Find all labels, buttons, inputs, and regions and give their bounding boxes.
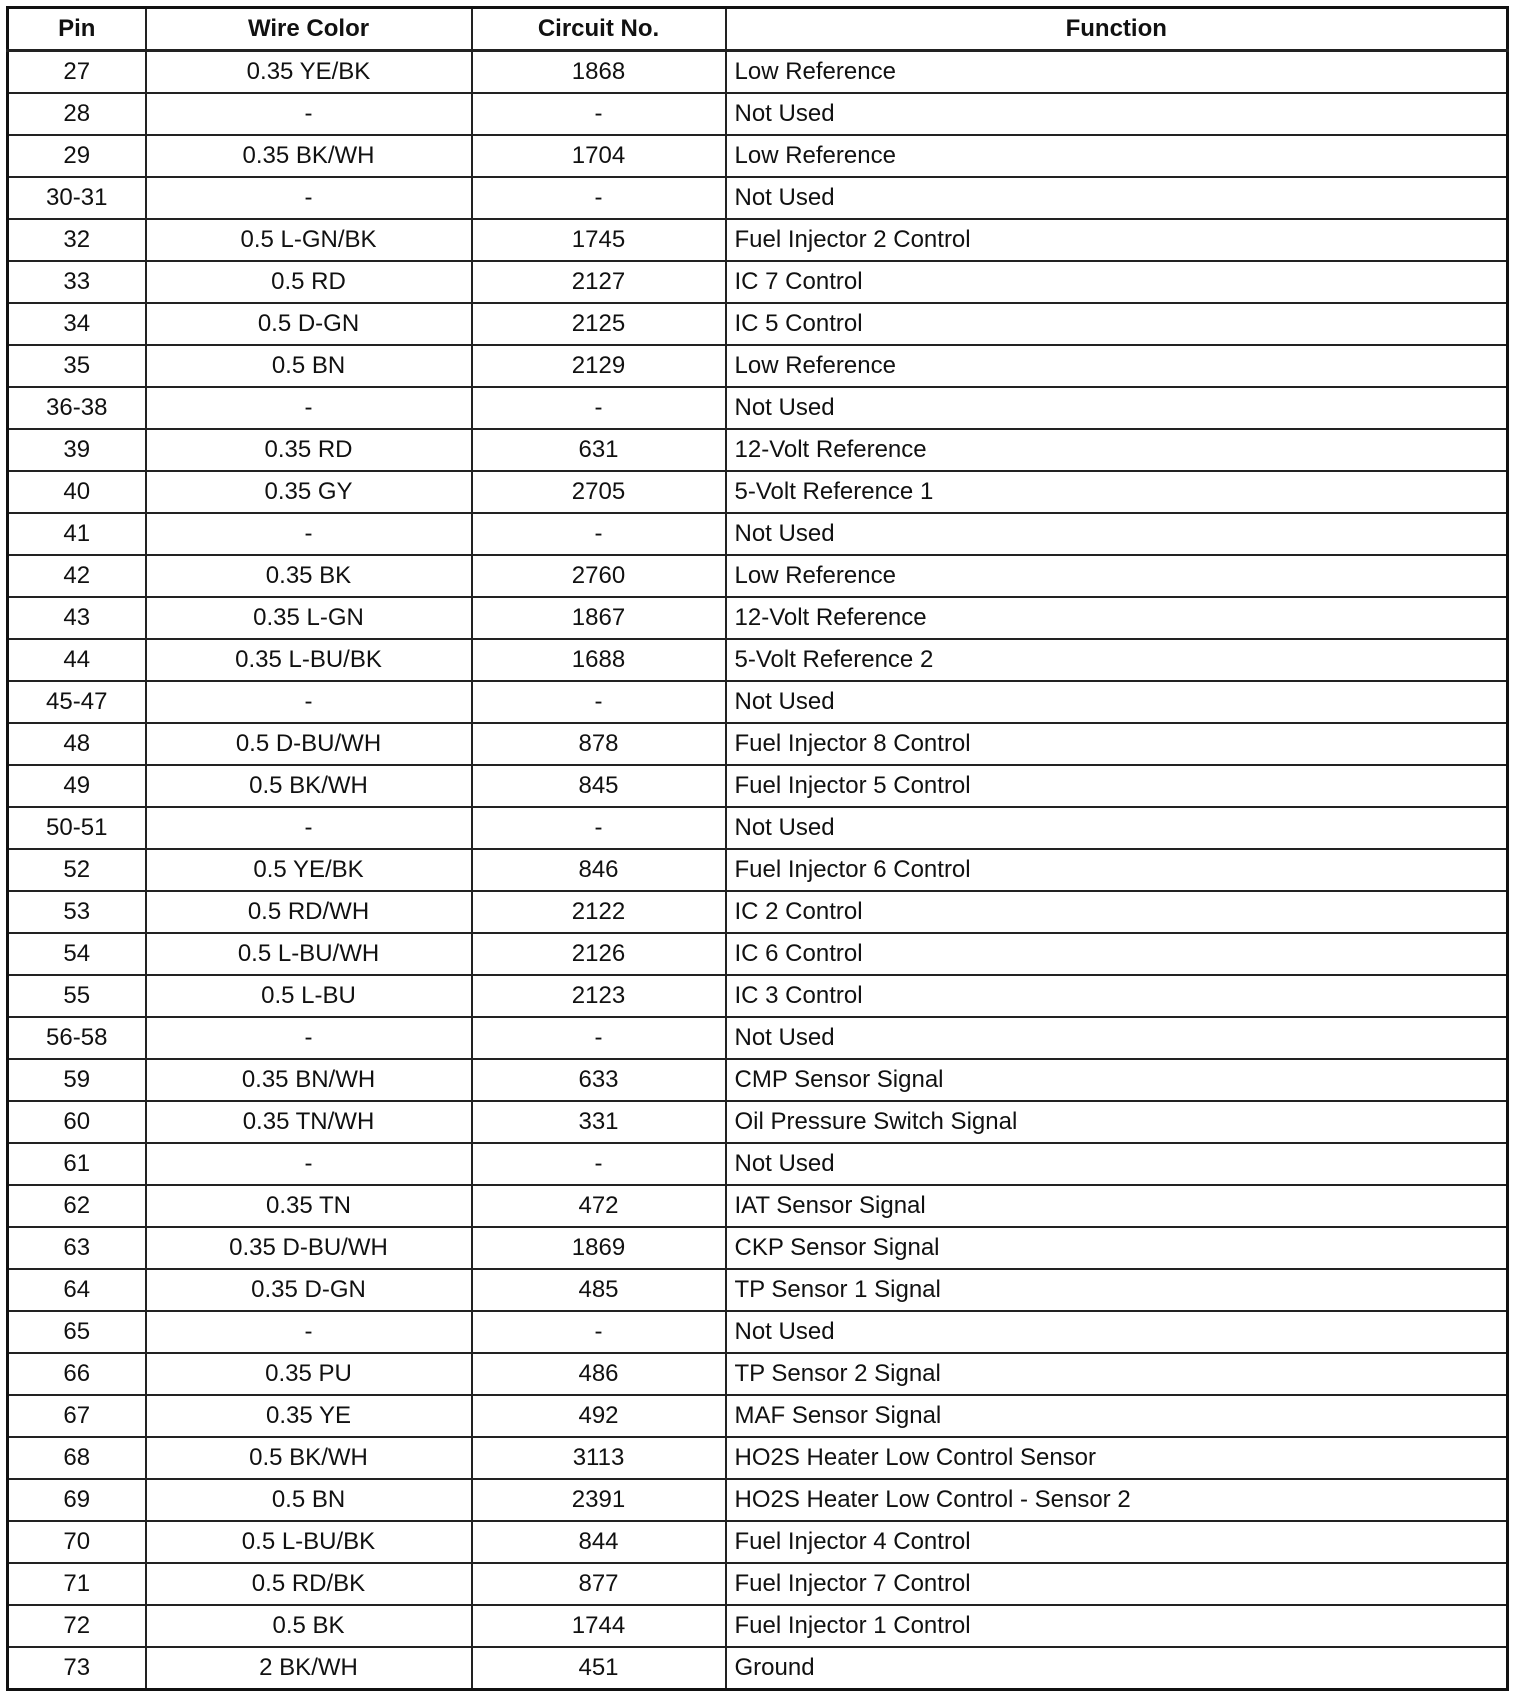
wire-color-cell: 0.5 RD/BK <box>146 1563 472 1605</box>
wire-color-cell: 0.5 L-BU/BK <box>146 1521 472 1563</box>
circuit-no-cell: - <box>472 177 726 219</box>
function-cell: Not Used <box>726 1311 1508 1353</box>
wire-color-cell: 0.5 BN <box>146 345 472 387</box>
header-row <box>8 8 1508 51</box>
wire-color-cell: - <box>146 513 472 555</box>
wire-color-cell: 0.5 L-GN/BK <box>146 219 472 261</box>
table-row <box>8 1647 1508 1690</box>
function-cell: Not Used <box>726 1017 1508 1059</box>
circuit-no-cell: 2705 <box>472 471 726 513</box>
wire-color-cell: 0.35 BK <box>146 555 472 597</box>
function-cell: IC 6 Control <box>726 933 1508 975</box>
table-row <box>8 1185 1508 1227</box>
circuit-no-cell: 846 <box>472 849 726 891</box>
function-cell: IAT Sensor Signal <box>726 1185 1508 1227</box>
table-body <box>8 51 1508 1690</box>
pin-cell: 29 <box>8 135 146 177</box>
wire-color-cell: 0.5 L-BU <box>146 975 472 1017</box>
function-cell: 5-Volt Reference 1 <box>726 471 1508 513</box>
wire-color-cell: 0.5 BN <box>146 1479 472 1521</box>
table-row <box>8 933 1508 975</box>
function-cell: 5-Volt Reference 2 <box>726 639 1508 681</box>
table-row <box>8 1311 1508 1353</box>
wire-color-cell: 0.5 D-GN <box>146 303 472 345</box>
function-cell: Oil Pressure Switch Signal <box>726 1101 1508 1143</box>
wire-color-cell: 0.35 TN/WH <box>146 1101 472 1143</box>
circuit-no-cell: 1688 <box>472 639 726 681</box>
pin-cell: 65 <box>8 1311 146 1353</box>
circuit-no-cell: 845 <box>472 765 726 807</box>
circuit-no-cell: - <box>472 807 726 849</box>
circuit-no-cell: - <box>472 93 726 135</box>
table-row <box>8 555 1508 597</box>
function-cell: Low Reference <box>726 135 1508 177</box>
wire-color-cell: 0.35 D-GN <box>146 1269 472 1311</box>
pin-cell: 33 <box>8 261 146 303</box>
wire-color-cell: - <box>146 1311 472 1353</box>
function-cell: 12-Volt Reference <box>726 429 1508 471</box>
function-cell: CKP Sensor Signal <box>726 1227 1508 1269</box>
pin-cell: 35 <box>8 345 146 387</box>
function-cell: Fuel Injector 1 Control <box>726 1605 1508 1647</box>
wire-color-cell: 0.35 TN <box>146 1185 472 1227</box>
pin-cell: 63 <box>8 1227 146 1269</box>
table-row <box>8 681 1508 723</box>
wire-color-cell: 0.5 YE/BK <box>146 849 472 891</box>
pin-cell: 60 <box>8 1101 146 1143</box>
pin-cell: 28 <box>8 93 146 135</box>
circuit-no-cell: 1868 <box>472 51 726 94</box>
pin-cell: 36-38 <box>8 387 146 429</box>
circuit-no-cell: 472 <box>472 1185 726 1227</box>
pin-cell: 55 <box>8 975 146 1017</box>
function-cell: Fuel Injector 5 Control <box>726 765 1508 807</box>
function-cell: Low Reference <box>726 51 1508 94</box>
wire-color-cell: 0.5 RD/WH <box>146 891 472 933</box>
function-cell: MAF Sensor Signal <box>726 1395 1508 1437</box>
table-row <box>8 1479 1508 1521</box>
table-row <box>8 1143 1508 1185</box>
function-cell: Not Used <box>726 177 1508 219</box>
wire-color-cell: 0.35 GY <box>146 471 472 513</box>
pin-cell: 71 <box>8 1563 146 1605</box>
header-function: Function <box>726 8 1508 51</box>
pin-cell: 30-31 <box>8 177 146 219</box>
function-cell: IC 5 Control <box>726 303 1508 345</box>
table-row <box>8 639 1508 681</box>
table-row <box>8 1101 1508 1143</box>
table-row <box>8 1395 1508 1437</box>
pin-cell: 73 <box>8 1647 146 1690</box>
circuit-no-cell: 878 <box>472 723 726 765</box>
circuit-no-cell: 1745 <box>472 219 726 261</box>
function-cell: IC 3 Control <box>726 975 1508 1017</box>
table-row <box>8 807 1508 849</box>
function-cell: Ground <box>726 1647 1508 1690</box>
function-cell: TP Sensor 1 Signal <box>726 1269 1508 1311</box>
pin-cell: 49 <box>8 765 146 807</box>
function-cell: 12-Volt Reference <box>726 597 1508 639</box>
circuit-no-cell: 2127 <box>472 261 726 303</box>
wire-color-cell: 0.35 PU <box>146 1353 472 1395</box>
table-row <box>8 1605 1508 1647</box>
circuit-no-cell: - <box>472 1143 726 1185</box>
pin-cell: 45-47 <box>8 681 146 723</box>
table-row <box>8 1353 1508 1395</box>
function-cell: IC 2 Control <box>726 891 1508 933</box>
wire-color-cell: 0.35 RD <box>146 429 472 471</box>
table-row <box>8 1269 1508 1311</box>
function-cell: Not Used <box>726 513 1508 555</box>
pin-cell: 70 <box>8 1521 146 1563</box>
function-cell: Not Used <box>726 1143 1508 1185</box>
circuit-no-cell: 1744 <box>472 1605 726 1647</box>
wire-color-cell: 0.5 D-BU/WH <box>146 723 472 765</box>
table-row <box>8 1017 1508 1059</box>
header-wire-color: Wire Color <box>146 8 472 51</box>
circuit-no-cell: 2126 <box>472 933 726 975</box>
function-cell: Not Used <box>726 93 1508 135</box>
circuit-no-cell: 3113 <box>472 1437 726 1479</box>
circuit-no-cell: - <box>472 513 726 555</box>
pin-cell: 44 <box>8 639 146 681</box>
table-row <box>8 261 1508 303</box>
table-row <box>8 1563 1508 1605</box>
wire-color-cell: 0.35 BN/WH <box>146 1059 472 1101</box>
circuit-no-cell: 451 <box>472 1647 726 1690</box>
function-cell: CMP Sensor Signal <box>726 1059 1508 1101</box>
circuit-no-cell: 631 <box>472 429 726 471</box>
wire-color-cell: 0.5 BK/WH <box>146 1437 472 1479</box>
pin-cell: 54 <box>8 933 146 975</box>
function-cell: Fuel Injector 4 Control <box>726 1521 1508 1563</box>
wire-color-cell: 0.35 L-GN <box>146 597 472 639</box>
pin-cell: 32 <box>8 219 146 261</box>
pin-cell: 69 <box>8 1479 146 1521</box>
function-cell: Not Used <box>726 681 1508 723</box>
pin-cell: 53 <box>8 891 146 933</box>
pin-cell: 68 <box>8 1437 146 1479</box>
function-cell: Fuel Injector 2 Control <box>726 219 1508 261</box>
circuit-no-cell: 633 <box>472 1059 726 1101</box>
circuit-no-cell: 2760 <box>472 555 726 597</box>
table-row <box>8 135 1508 177</box>
table-row <box>8 51 1508 94</box>
table-row <box>8 1059 1508 1101</box>
table-row <box>8 471 1508 513</box>
wire-color-cell: - <box>146 681 472 723</box>
table-row <box>8 177 1508 219</box>
pin-cell: 67 <box>8 1395 146 1437</box>
circuit-no-cell: 492 <box>472 1395 726 1437</box>
wire-color-cell: 0.35 YE <box>146 1395 472 1437</box>
pin-cell: 41 <box>8 513 146 555</box>
pin-cell: 61 <box>8 1143 146 1185</box>
table-row <box>8 765 1508 807</box>
header-pin: Pin <box>8 8 146 51</box>
pin-cell: 50-51 <box>8 807 146 849</box>
function-cell: HO2S Heater Low Control Sensor <box>726 1437 1508 1479</box>
wire-color-cell: - <box>146 1017 472 1059</box>
table-row <box>8 513 1508 555</box>
wire-color-cell: - <box>146 177 472 219</box>
table-row <box>8 1227 1508 1269</box>
wire-color-cell: - <box>146 807 472 849</box>
circuit-no-cell: - <box>472 1311 726 1353</box>
circuit-no-cell: 486 <box>472 1353 726 1395</box>
pin-cell: 43 <box>8 597 146 639</box>
function-cell: Not Used <box>726 807 1508 849</box>
circuit-no-cell: 2125 <box>472 303 726 345</box>
table-row <box>8 93 1508 135</box>
wire-color-cell: 0.5 BK <box>146 1605 472 1647</box>
table-row <box>8 849 1508 891</box>
wire-color-cell: - <box>146 93 472 135</box>
table-row <box>8 1521 1508 1563</box>
pin-cell: 59 <box>8 1059 146 1101</box>
circuit-no-cell: 1869 <box>472 1227 726 1269</box>
table-row <box>8 345 1508 387</box>
circuit-no-cell: - <box>472 681 726 723</box>
function-cell: Low Reference <box>726 555 1508 597</box>
table-row <box>8 387 1508 429</box>
table-row <box>8 891 1508 933</box>
pin-cell: 64 <box>8 1269 146 1311</box>
pin-cell: 42 <box>8 555 146 597</box>
wire-color-cell: 0.5 BK/WH <box>146 765 472 807</box>
pin-cell: 52 <box>8 849 146 891</box>
pin-cell: 56-58 <box>8 1017 146 1059</box>
table-row <box>8 975 1508 1017</box>
table-row <box>8 723 1508 765</box>
connector-pinout-table <box>6 6 1509 1691</box>
circuit-no-cell: 2129 <box>472 345 726 387</box>
pin-cell: 72 <box>8 1605 146 1647</box>
wire-color-cell: 0.35 D-BU/WH <box>146 1227 472 1269</box>
table-row <box>8 1437 1508 1479</box>
circuit-no-cell: 1704 <box>472 135 726 177</box>
function-cell: Fuel Injector 6 Control <box>726 849 1508 891</box>
function-cell: IC 7 Control <box>726 261 1508 303</box>
pin-cell: 66 <box>8 1353 146 1395</box>
header-circuit-no: Circuit No. <box>472 8 726 51</box>
table-row <box>8 597 1508 639</box>
pin-cell: 62 <box>8 1185 146 1227</box>
wire-color-cell: 2 BK/WH <box>146 1647 472 1690</box>
circuit-no-cell: 1867 <box>472 597 726 639</box>
circuit-no-cell: - <box>472 1017 726 1059</box>
wire-color-cell: 0.35 L-BU/BK <box>146 639 472 681</box>
wire-color-cell: 0.5 L-BU/WH <box>146 933 472 975</box>
circuit-no-cell: 485 <box>472 1269 726 1311</box>
wire-color-cell: 0.35 BK/WH <box>146 135 472 177</box>
function-cell: Fuel Injector 8 Control <box>726 723 1508 765</box>
table-row <box>8 303 1508 345</box>
table-header <box>8 8 1508 51</box>
wire-color-cell: 0.5 RD <box>146 261 472 303</box>
circuit-no-cell: 2123 <box>472 975 726 1017</box>
circuit-no-cell: 844 <box>472 1521 726 1563</box>
pin-cell: 39 <box>8 429 146 471</box>
function-cell: HO2S Heater Low Control - Sensor 2 <box>726 1479 1508 1521</box>
pin-cell: 27 <box>8 51 146 94</box>
wire-color-cell: - <box>146 1143 472 1185</box>
function-cell: Fuel Injector 7 Control <box>726 1563 1508 1605</box>
function-cell: TP Sensor 2 Signal <box>726 1353 1508 1395</box>
table-row <box>8 429 1508 471</box>
circuit-no-cell: 2122 <box>472 891 726 933</box>
pin-cell: 48 <box>8 723 146 765</box>
table-row <box>8 219 1508 261</box>
wire-color-cell: 0.35 YE/BK <box>146 51 472 94</box>
circuit-no-cell: 877 <box>472 1563 726 1605</box>
pin-cell: 40 <box>8 471 146 513</box>
circuit-no-cell: 2391 <box>472 1479 726 1521</box>
function-cell: Not Used <box>726 387 1508 429</box>
function-cell: Low Reference <box>726 345 1508 387</box>
circuit-no-cell: - <box>472 387 726 429</box>
pin-cell: 34 <box>8 303 146 345</box>
wire-color-cell: - <box>146 387 472 429</box>
circuit-no-cell: 331 <box>472 1101 726 1143</box>
